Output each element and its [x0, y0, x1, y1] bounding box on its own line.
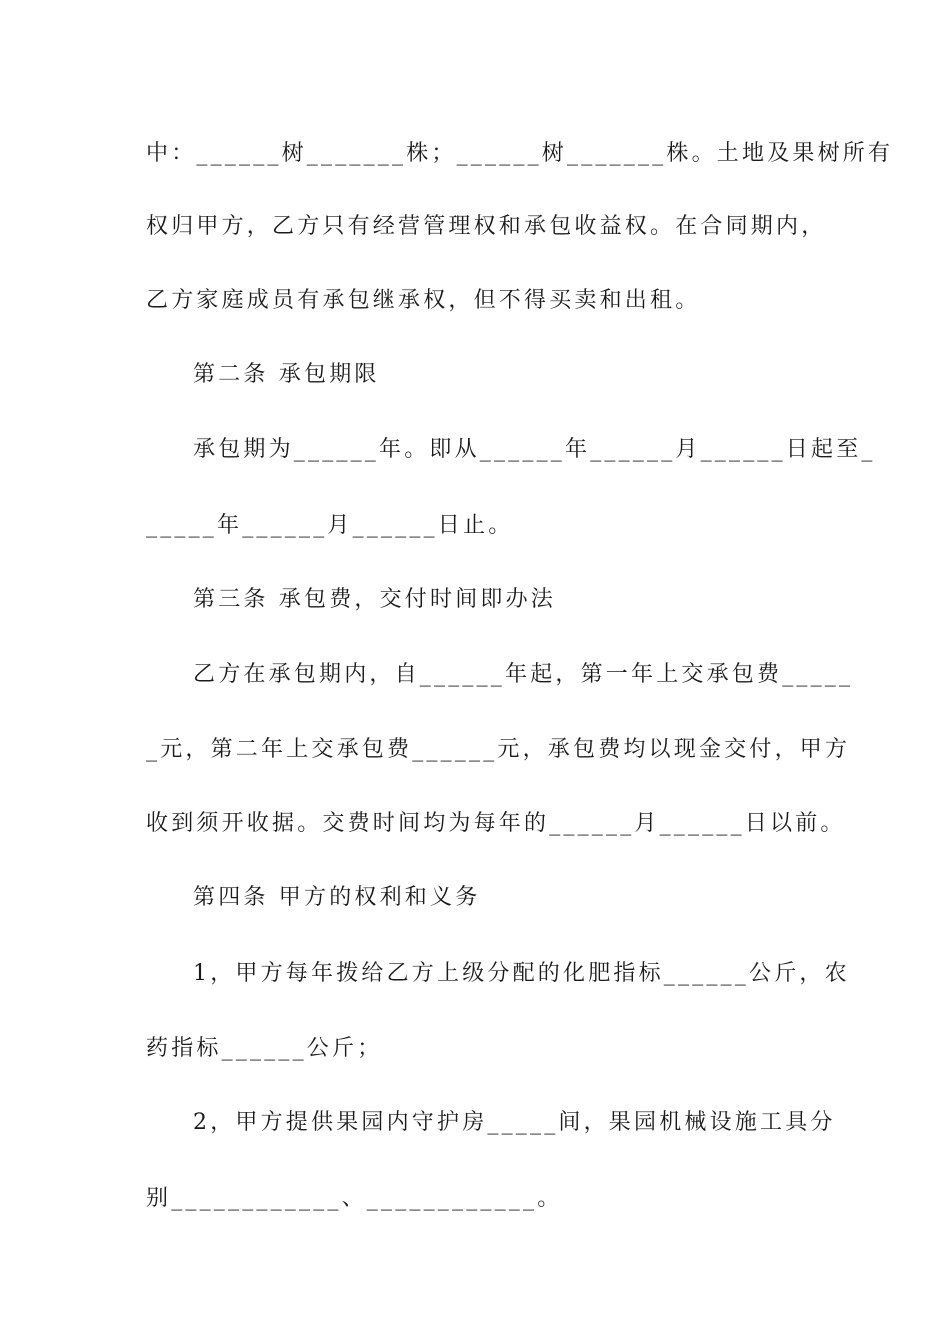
paragraph-line: 收到须开收据。交费时间均为每年的______月______日以前。: [146, 811, 846, 836]
article-heading: 第四条 甲方的权利和义务: [193, 885, 481, 910]
paragraph-line: 药指标______公斤；: [146, 1036, 383, 1061]
paragraph-line: 2，甲方提供果园内守护房_____间，果园机械设施工具分: [193, 1110, 836, 1135]
paragraph-line: 别____________、____________。: [146, 1186, 563, 1211]
paragraph-line: 乙方家庭成员有承包继承权，但不得买卖和出租。: [146, 288, 701, 313]
article-heading: 第二条 承包期限: [193, 362, 380, 387]
paragraph-line: 承包期为______年。即从______年______月______日起至_: [193, 437, 876, 462]
paragraph-line: 权归甲方，乙方只有经营管理权和承包收益权。在合同期内，: [146, 214, 827, 239]
paragraph-line: _元，第二年上交承包费______元，承包费均以现金交付，甲方: [146, 737, 851, 762]
paragraph-line: 1，甲方每年拨给乙方上级分配的化肥指标______公斤，农: [193, 961, 850, 986]
paragraph-line: _____年______月______日止。: [146, 513, 514, 538]
article-heading: 第三条 承包费，交付时间即办法: [193, 587, 556, 612]
paragraph-line: 乙方在承包期内，自______年起，第一年上交承包费_____: [193, 662, 854, 687]
paragraph-line: 中：______树_______株；______树_______株。土地及果树所有: [146, 141, 894, 166]
